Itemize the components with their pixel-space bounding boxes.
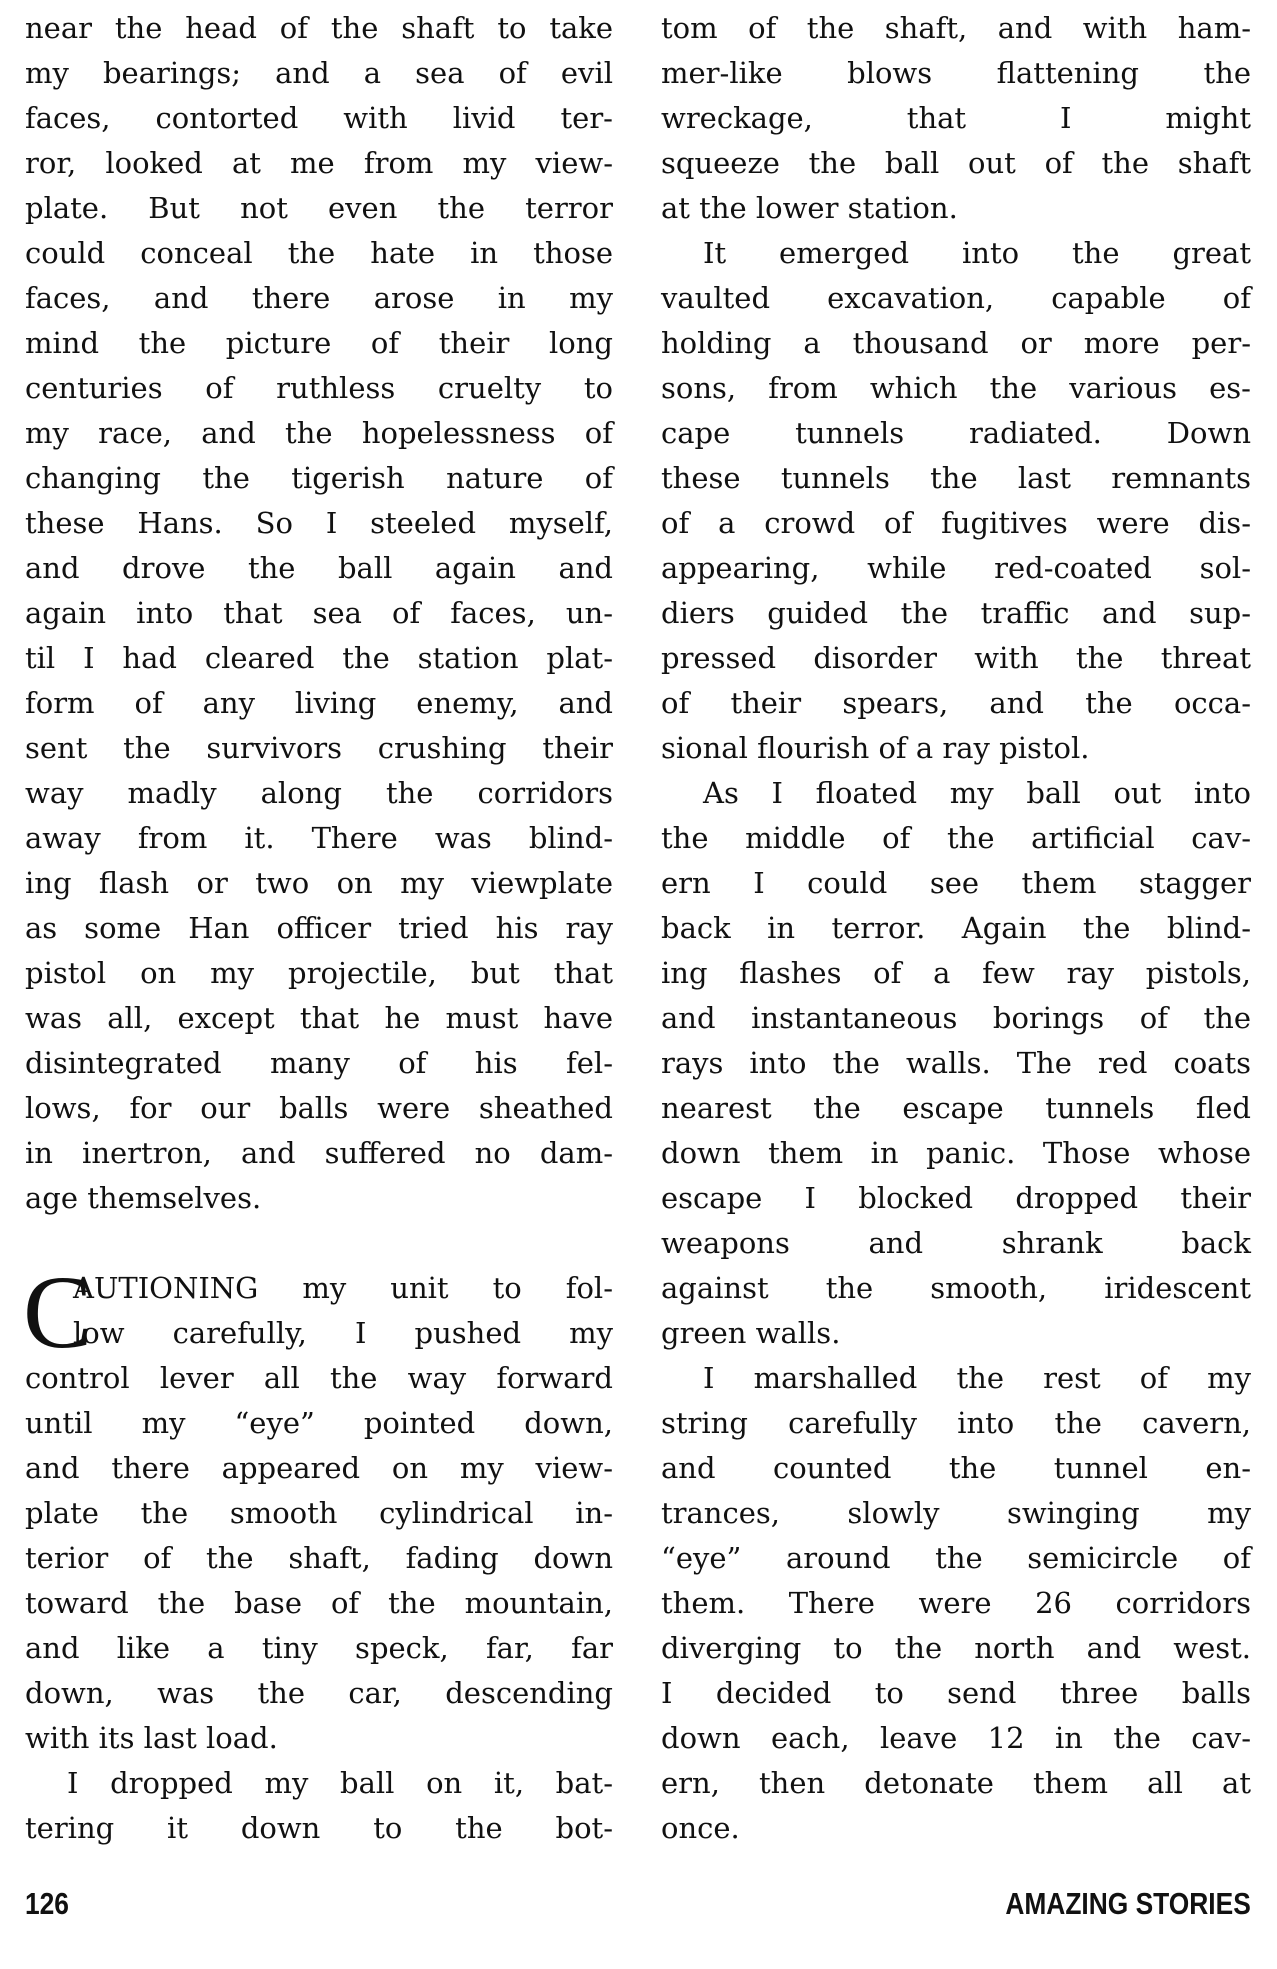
text-line: away from it. There was blind- (25, 821, 613, 855)
text-line: down them in panic. Those whose (661, 1136, 1251, 1170)
paragraph (661, 231, 1251, 771)
right-column (661, 6, 1251, 1851)
text-line: I dropped my ball on it, bat- (67, 1766, 613, 1800)
text-line: sional flourish of a ray pistol. (661, 731, 1090, 765)
text-line: and there appeared on my view- (25, 1451, 613, 1485)
text-line: once. (661, 1811, 740, 1845)
text-line: ing flash or two on my viewplate (25, 866, 613, 900)
paragraph (25, 6, 613, 1221)
text-line: pressed disorder with the threat (661, 641, 1251, 675)
text-line: pistol on my projectile, but that (25, 956, 613, 990)
text-line: and drove the ball again and (25, 551, 613, 585)
text-line: was all, except that he must have (25, 1001, 613, 1035)
text-line: As I floated my ball out into (703, 776, 1251, 810)
text-line: these tunnels the last remnants (661, 461, 1251, 495)
paragraph (661, 771, 1251, 1356)
text-line: with its last load. (25, 1721, 278, 1755)
left-column (25, 6, 613, 1851)
text-line: in inertron, and suffered no dam- (25, 1136, 613, 1170)
text-line: sent the survivors crushing their (25, 731, 613, 765)
text-line: vaulted excavation, capable of (661, 281, 1251, 315)
text-line: control lever all the way forward (25, 1361, 613, 1395)
text-line: and counted the tunnel en- (661, 1451, 1251, 1485)
text-line: could conceal the hate in those (25, 236, 613, 270)
text-line: against the smooth, iridescent (661, 1271, 1251, 1305)
text-line: til I had cleared the station plat- (25, 641, 613, 675)
magazine-title: AMAZING STORIES (1005, 1886, 1251, 1921)
text-line: and like a tiny speck, far, far (25, 1631, 613, 1665)
page-number: 126 (25, 1886, 69, 1921)
text-line: I marshalled the rest of my (703, 1361, 1251, 1395)
text-line: mer-like blows flattening the (661, 56, 1251, 90)
text-line: changing the tigerish nature of (25, 461, 613, 495)
text-line: terior of the shaft, fading down (25, 1541, 613, 1575)
text-line: sons, from which the various es- (661, 371, 1251, 405)
text-line: faces, and there arose in my (25, 281, 613, 315)
text-line: string carefully into the cavern, (661, 1406, 1251, 1440)
text-line: of a crowd of fugitives were dis- (661, 506, 1251, 540)
text-line: plate the smooth cylindrical in- (25, 1496, 613, 1530)
text-line: It emerged into the great (703, 236, 1251, 270)
text-line: down, was the car, descending (25, 1676, 613, 1710)
paragraph (661, 1356, 1251, 1851)
text-line: the middle of the artificial cav- (661, 821, 1251, 855)
text-line: them. There were 26 corridors (661, 1586, 1251, 1620)
text-line: AUTIONING my unit to fol- (73, 1271, 613, 1305)
text-line: way madly along the corridors (25, 776, 613, 810)
text-line: disintegrated many of his fel- (25, 1046, 613, 1080)
text-line: tering it down to the bot- (25, 1811, 613, 1845)
text-line: at the lower station. (661, 191, 958, 225)
text-line: diers guided the traffic and sup- (661, 596, 1251, 630)
text-line: toward the base of the mountain, (25, 1586, 613, 1620)
paragraph (661, 6, 1251, 231)
text-line: tom of the shaft, and with ham- (661, 11, 1251, 45)
text-line: rays into the walls. The red coats (661, 1046, 1251, 1080)
text-line: my bearings; and a sea of evil (25, 56, 613, 90)
text-line: ern, then detonate them all at (661, 1766, 1251, 1800)
paragraph (25, 1761, 613, 1851)
text-line: these Hans. So I steeled myself, (25, 506, 613, 540)
text-line: and instantaneous borings of the (661, 1001, 1251, 1035)
text-line: faces, contorted with livid ter- (25, 101, 613, 135)
drop-cap: C (23, 1255, 93, 1370)
text-line: as some Han officer tried his ray (25, 911, 613, 945)
text-line: escape I blocked dropped their (661, 1181, 1251, 1215)
text-line: plate. But not even the terror (25, 191, 613, 225)
text-line: green walls. (661, 1316, 841, 1350)
text-line: lows, for our balls were sheathed (25, 1091, 613, 1125)
text-line: again into that sea of faces, un- (25, 596, 613, 630)
text-line: diverging to the north and west. (661, 1631, 1251, 1665)
text-line: squeeze the ball out of the shaft (661, 146, 1251, 180)
text-line: ern I could see them stagger (661, 866, 1251, 900)
text-line: ing flashes of a few ray pistols, (661, 956, 1251, 990)
text-line: my race, and the hopelessness of (25, 416, 613, 450)
text-line: low carefully, I pushed my (73, 1316, 613, 1350)
paragraph-break (25, 1221, 613, 1266)
text-line: mind the picture of their long (25, 326, 613, 360)
text-line: form of any living enemy, and (25, 686, 613, 720)
text-line: of their spears, and the occa- (661, 686, 1251, 720)
text-line: ror, looked at me from my view- (25, 146, 613, 180)
text-line: cape tunnels radiated. Down (661, 416, 1251, 450)
text-line: age themselves. (25, 1181, 262, 1215)
text-line: holding a thousand or more per- (661, 326, 1251, 360)
text-line: centuries of ruthless cruelty to (25, 371, 613, 405)
text-line: nearest the escape tunnels fled (661, 1091, 1251, 1125)
text-line: “eye” around the semicircle of (661, 1541, 1251, 1575)
text-line: appearing, while red-coated sol- (661, 551, 1251, 585)
text-line: wreckage, that I might (661, 101, 1251, 135)
text-line: weapons and shrank back (661, 1226, 1251, 1260)
text-line: near the head of the shaft to take (25, 11, 613, 45)
text-line: trances, slowly swinging my (661, 1496, 1251, 1530)
text-line: until my “eye” pointed down, (25, 1406, 613, 1440)
paragraph (23, 1255, 613, 1761)
text-line: back in terror. Again the blind- (661, 911, 1251, 945)
text-line: down each, leave 12 in the cav- (661, 1721, 1251, 1755)
text-line: I decided to send three balls (661, 1676, 1251, 1710)
